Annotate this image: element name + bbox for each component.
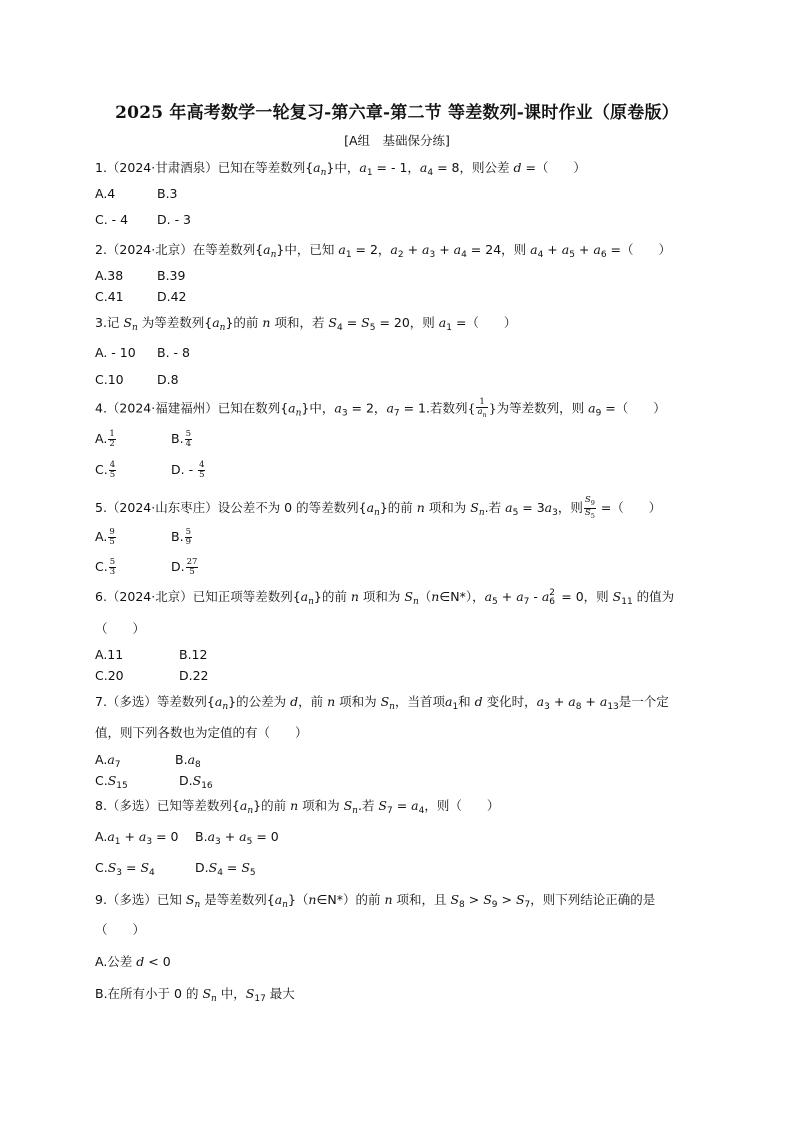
option-a: A. - 10 [95,345,136,360]
question-6-answer-paren: （ ） [95,621,146,636]
option-d: $D.S_{16}$ [179,773,213,791]
question-7-stem-line1: 7.（多选）等差数列$\{a_n\}$的公差为 d，前 n 项和为 $S_n$，当首项$a_1$和 d 变化时，$a_3 + a_8 + a_{13}$是一个定 [95,694,669,712]
question-3-options-row2 [95,372,179,388]
question-7-stem-line2: 值，则下列各数也为定值的有（ ） [95,725,308,740]
option-d: D.8 [157,372,179,387]
option-a: A. $\frac{9}{5}$ [95,527,115,547]
option-a: $A.a_1 + a_3 = 0$ [95,829,179,847]
question-4-options-row2 [95,461,206,480]
option-d: D. $\frac{27}{5}$ [171,557,198,577]
question-4-options-row1 [95,430,193,449]
option-b: B. - 8 [157,345,190,360]
question-5-options-row2 [95,558,199,577]
option-a: A.4 [95,186,116,201]
question-3-stem: 3.记 $S_n$ 为等差数列$\{a_n\}$的前 n 项和，若 $S_4 = S_5 = 20$，则 $a_1$ =（ ） [95,315,517,333]
option-b: B. $\frac{5}{4}$ [171,429,191,449]
option-c: C.20 [95,668,124,683]
option-b: $B.a_3 + a_5 = 0$ [195,829,279,847]
question-6-options-row1 [95,647,207,663]
option-b: B.3 [157,186,178,201]
reciprocal-fraction: $\frac{1}{a_n}$ [477,397,487,419]
option-c: C. $\frac{4}{5}$ [95,460,116,480]
option-b: B. $\frac{5}{9}$ [171,527,191,547]
question-1-stem: 1.（2024·甘肃酒泉）已知在等差数列$\{a_n\}$中，$a_1$ = - 1，$a_4 = 8$，则公差 d =（ ） [95,160,586,178]
question-9-answer-paren: （ ） [95,922,146,937]
option-b: B.12 [179,647,208,662]
option-c: C. $\frac{5}{3}$ [95,557,116,577]
option-c: C.10 [95,372,124,387]
question-5-options-row1 [95,528,193,547]
question-7-options-row2 [95,773,213,794]
s9-over-s5-fraction: $\frac{S_9}{S_5}$ [584,495,595,520]
question-2-options-row1 [95,268,185,284]
group-heading: [A组 基础保分练] [344,133,450,148]
option-b: B.39 [157,268,186,283]
option-a: A.38 [95,268,124,283]
option-a: $A.a_7$ [95,752,121,770]
document-title: 2025 年高考数学一轮复习-第六章-第二节 等差数列-课时作业（原卷版） [115,103,679,123]
question-6-stem: 6.（2024·北京）已知正项等差数列$\{a_n\}$的前 n 项和为 $S_n(n\in N*)$，$a_5 + a_7 - a$ 2 6 = 0，则 $S_{11}$ 的值为 [95,588,675,607]
question-2-stem: 2.（2024·北京）在等差数列$\{a_n\}$中，已知 $a_1 = 2$，$a_2 + a_3 + a_4 = 24$，则 $a_4 + a_5 + a_6$ =（ ） [95,242,671,260]
question-8-stem: 8.（多选）已知等差数列$\{a_n\}$的前 n 项和为 $S_n$.若 $S_7 = a_4$，则（ ） [95,798,500,816]
question-1-options-row1 [95,186,178,202]
option-d: D.22 [179,668,209,683]
option-d: D. - $\frac{4}{5}$ [171,460,205,480]
question-2-options-row2 [95,289,187,305]
option-a: A.11 [95,647,124,662]
question-7-options-row1 [95,752,201,773]
option-b: $B.a_8$ [175,752,201,770]
question-9-stem: 9.（多选）已知 $S_n$ 是等差数列$\{a_n\}(n\in N*)$的前 n 项和，且 $S_8 > S_9 > S_7$，则下列结论正确的是 [95,892,656,910]
option-c: $C.S_{15}$ [95,773,128,791]
option-d: $D.S_4 = S_5$ [195,860,256,878]
question-4-stem: 4.（2024·福建福州）已知在数列$\{a_n\}$中，$a_3 = 2$，$a_7 = 1$.若数列{ $\frac{1}{a_n}$ }为等差数列，则 $a_9$ =（ ） [95,397,666,419]
option-d: D. - 3 [157,212,192,227]
question-3-options-row1 [95,345,190,361]
option-a: A. $\frac{1}{2}$ [95,429,115,449]
question-6-options-row2 [95,668,209,684]
question-9-option-a: A.公差 d < 0 [95,954,171,969]
option-c: C. - 4 [95,212,129,227]
option-c: $C.S_3 = S_4$ [95,860,155,878]
question-8-options-row2 [95,860,256,881]
option-c: C.41 [95,289,124,304]
question-5-stem: 5.（2024·山东枣庄）设公差不为 0 的等差数列$\{a_n\}$的前 n 项和为 $S_n$.若 $a_5 = 3a_3$，则 $\frac{S_9}{S_5}$ =（ ） [95,495,662,520]
question-8-options-row1 [95,829,279,850]
option-d: D.42 [157,289,187,304]
question-1-options-row2 [95,212,191,228]
question-9-option-b: B.在所有小于 0 的 $S_n$ 中，$S_{17}$ 最大 [95,986,295,1004]
